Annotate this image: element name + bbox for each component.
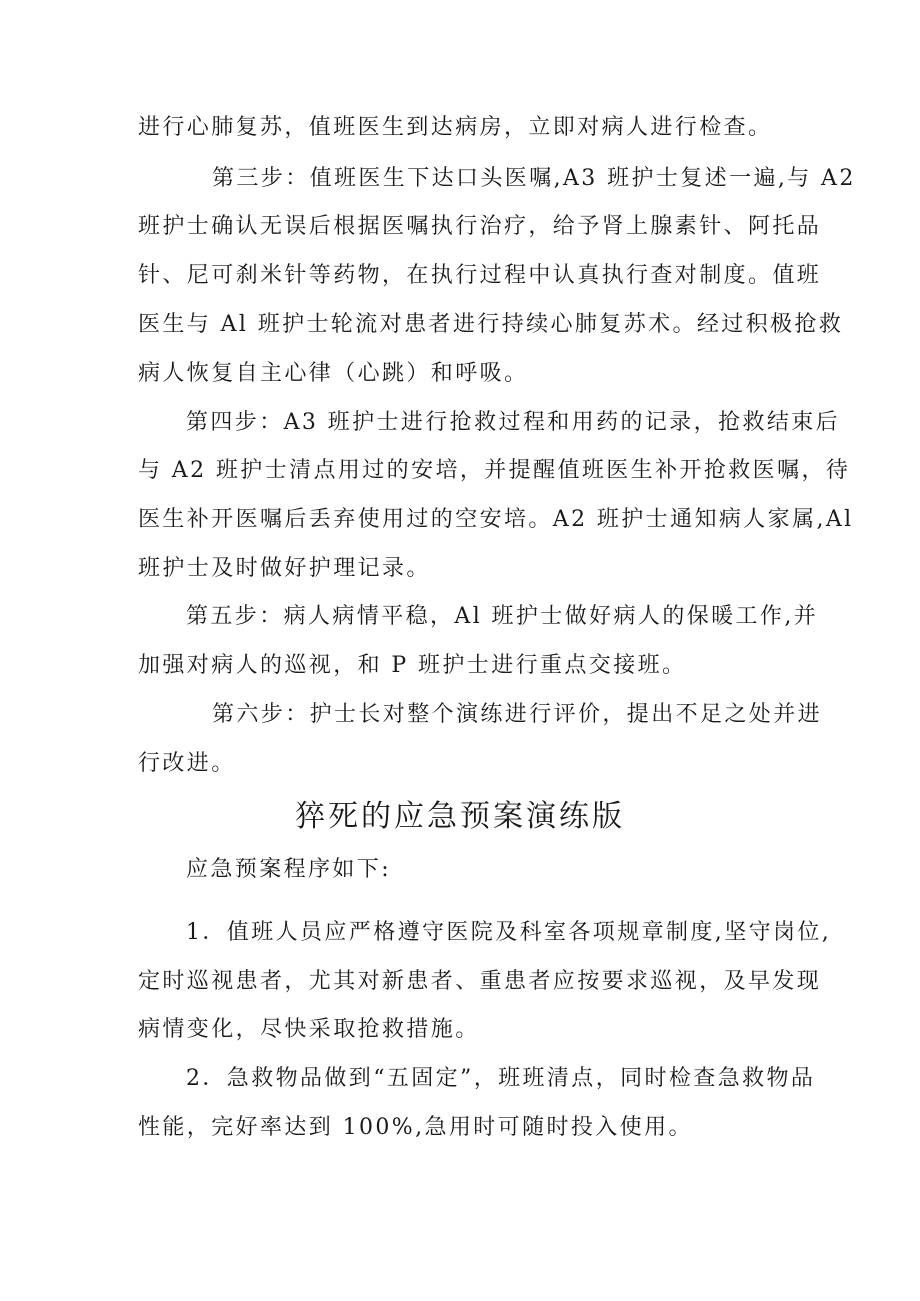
paragraph-line: 应急预案程序如下: [186, 857, 392, 882]
paragraph-line: 针、尼可刹米针等药物，在执行过程中认真执行查对制度。值班 [138, 263, 822, 288]
section-title: 猝死的应急预案演练版 [295, 799, 625, 834]
paragraph-line: 医生与 Al 班护士轮流对患者进行持续心肺复苏术。经过积极抢救 [138, 312, 844, 337]
paragraph-line: 班护士及时做好护理记录。 [138, 556, 431, 581]
paragraph-line: 病情变化，尽快采取抢救措施。 [138, 1017, 480, 1042]
paragraph-line: 病人恢复自主心律（心跳）和呼吸。 [138, 361, 529, 386]
paragraph-line: 2．急救物品做到“五固定”，班班清点，同时检查急救物品 [186, 1066, 816, 1091]
paragraph-line: 1．值班人员应严格遵守医院及科室各项规章制度,坚守岗位, [186, 920, 832, 945]
paragraph-line: 第三步：值班医生下达口头医嘱,A3 班护士复述一遍,与 A2 [212, 166, 856, 191]
paragraph-line: 第六步：护士长对整个演练进行评价，提出不足之处并进 [212, 702, 823, 727]
paragraph-line: 行改进。 [138, 751, 236, 776]
paragraph-line: 性能，完好率达到 100%,急用时可随时投入使用。 [138, 1115, 693, 1140]
paragraph-line: 加强对病人的巡视，和 P 班护士进行重点交接班。 [138, 653, 687, 678]
paragraph-line: 医生补开医嘱后丢弃使用过的空安培。A2 班护士通知病人家属,Al [138, 507, 854, 532]
paragraph-line: 第四步：A3 班护士进行抢救过程和用药的记录，抢救结束后 [186, 410, 841, 435]
paragraph-line: 与 A2 班护士清点用过的安培，并提醒值班医生补开抢救医嘱，待 [138, 458, 851, 483]
paragraph-line: 定时巡视患者，尤其对新患者、重患者应按要求巡视，及早发现 [138, 969, 822, 994]
paragraph-line: 第五步：病人病情平稳，Al 班护士做好病人的保暖工作,并 [186, 604, 819, 629]
paragraph-line: 班护士确认无误后根据医嘱执行治疗，给予肾上腺素针、阿托品 [138, 214, 822, 239]
paragraph-line: 进行心肺复苏，值班医生到达病房，立即对病人进行检查。 [138, 115, 773, 140]
